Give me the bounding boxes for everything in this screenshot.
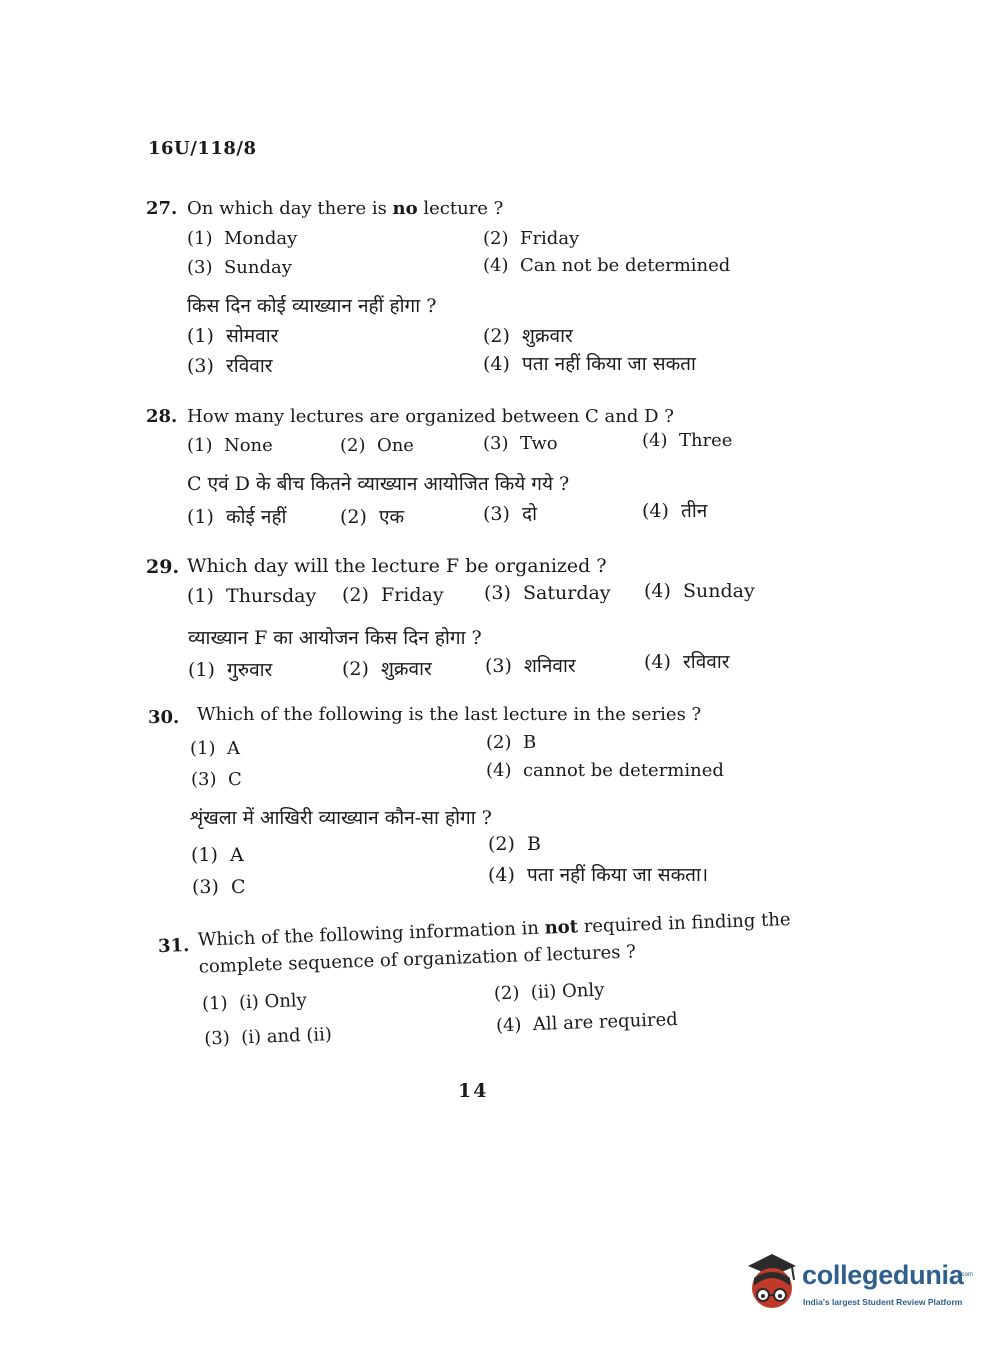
hindi-option-1: (1) कोई नहीं xyxy=(187,506,287,528)
option-2: (2) Friday xyxy=(483,228,580,249)
hindi-option-4: (4) पता नहीं किया जा सकता। xyxy=(488,864,709,886)
hindi-option-1: (1) सोमवार xyxy=(187,325,279,347)
question-text: Which day will the lecture F be organized ? xyxy=(187,555,607,577)
question-text-line-2: complete sequence of organization of lectures ? xyxy=(198,941,637,978)
question-text: Which of the following is the last lecture in the series ? xyxy=(197,704,702,725)
hindi-question-text: C एवं D के बीच कितने व्याख्यान आयोजित किये गये ? xyxy=(187,473,570,495)
logo-name: collegedunia xyxy=(802,1260,964,1290)
option-3: (3) Saturday xyxy=(484,582,611,604)
question-number: 27. xyxy=(146,198,178,219)
question-text: How many lectures are organized between C and D ? xyxy=(187,406,674,427)
hindi-option-2: (2) B xyxy=(488,833,541,855)
paper-code: 16U/118/8 xyxy=(148,138,257,159)
option-3: (3) Sunday xyxy=(187,257,292,278)
option-1: (1) Monday xyxy=(187,228,298,249)
hindi-option-3: (3) दो xyxy=(483,503,538,525)
question-number: 29. xyxy=(146,556,180,578)
option-1: (1) None xyxy=(187,435,273,456)
option-1: (1) A xyxy=(190,738,240,759)
logo-tagline: India's largest Student Review Platform xyxy=(803,1297,963,1307)
page-number: 14 xyxy=(458,1080,489,1102)
hindi-option-4: (4) पता नहीं किया जा सकता xyxy=(483,353,696,375)
option-3: (3) C xyxy=(191,769,242,790)
logo-suffix: .com xyxy=(960,1272,974,1278)
option-4: (4) All are required xyxy=(495,1008,679,1037)
option-4: (4) Sunday xyxy=(644,580,755,602)
hindi-question-text: व्याख्यान F का आयोजन किस दिन होगा ? xyxy=(188,627,482,649)
option-4: (4) Three xyxy=(642,430,733,451)
hindi-option-2: (2) शुक्रवार xyxy=(342,658,432,680)
option-2: (2) (ii) Only xyxy=(493,979,605,1005)
question-number: 30. xyxy=(148,707,180,728)
question-text: Which of the following information in not required in finding the xyxy=(197,908,791,951)
hindi-option-4: (4) रविवार xyxy=(644,651,730,673)
hindi-option-3: (3) शनिवार xyxy=(485,655,576,677)
option-2: (2) One xyxy=(340,435,414,456)
hindi-option-1: (1) A xyxy=(191,844,244,866)
option-3: (3) Two xyxy=(483,433,558,454)
option-2: (2) B xyxy=(486,732,537,753)
hindi-option-2: (2) शुक्रवार xyxy=(483,325,573,347)
mascot-icon xyxy=(742,1252,800,1314)
question-number: 28. xyxy=(146,406,178,427)
hindi-option-3: (3) रविवार xyxy=(187,355,273,377)
option-3: (3) (i) and (ii) xyxy=(203,1024,333,1050)
question-text: On which day there is no lecture ? xyxy=(187,198,504,219)
question-number: 31. xyxy=(157,934,190,958)
hindi-question-text: किस दिन कोई व्याख्यान नहीं होगा ? xyxy=(187,295,437,317)
hindi-question-text: शृंखला में आखिरी व्याख्यान कौन-सा होगा ? xyxy=(190,807,492,829)
hindi-option-4: (4) तीन xyxy=(642,500,708,522)
option-4: (4) Can not be determined xyxy=(483,255,731,276)
collegedunia-logo xyxy=(742,1252,972,1322)
option-4: (4) cannot be determined xyxy=(486,760,724,781)
hindi-option-3: (3) C xyxy=(192,876,246,898)
hindi-option-1: (1) गुरुवार xyxy=(188,659,273,681)
option-1: (1) (i) Only xyxy=(201,989,308,1015)
option-1: (1) Thursday xyxy=(187,585,317,607)
hindi-option-2: (2) एक xyxy=(340,506,405,528)
option-2: (2) Friday xyxy=(342,584,444,606)
